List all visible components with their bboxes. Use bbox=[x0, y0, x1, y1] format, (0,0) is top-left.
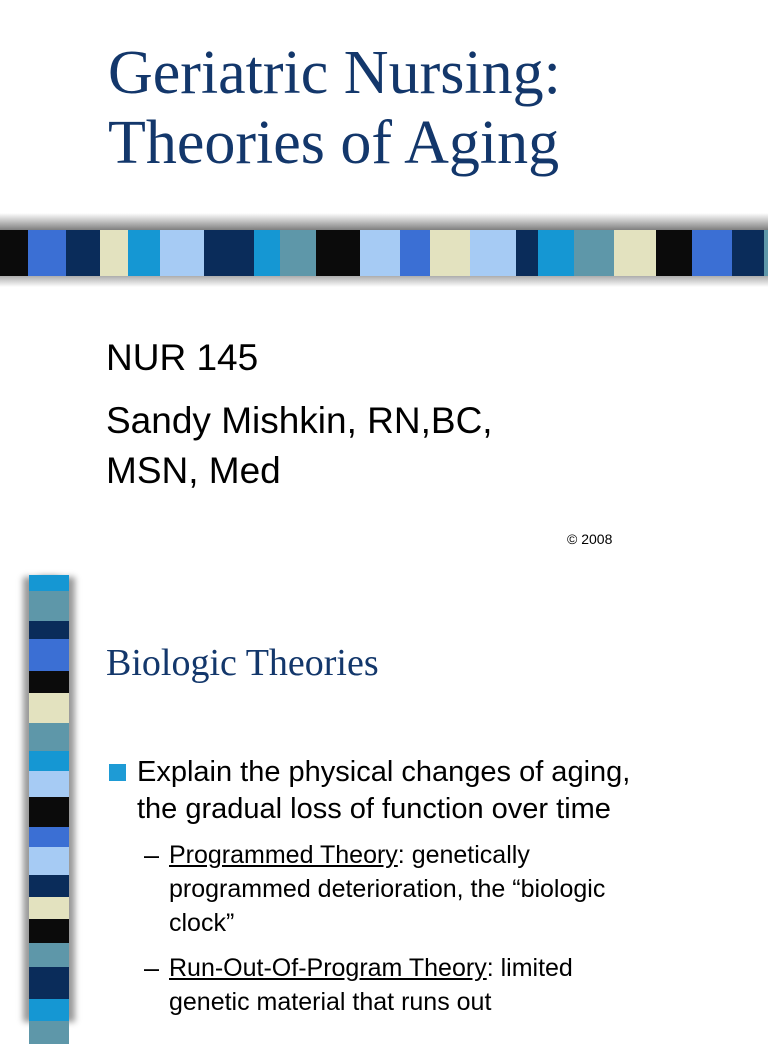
strip-square bbox=[29, 797, 69, 827]
strip-square bbox=[29, 639, 69, 671]
strip-square bbox=[29, 575, 69, 591]
strip-square bbox=[516, 230, 538, 276]
author-line-1: Sandy Mishkin, RN,BC, bbox=[106, 400, 493, 441]
strip-square bbox=[0, 230, 28, 276]
strip-square bbox=[538, 230, 574, 276]
strip-square bbox=[400, 230, 430, 276]
author-line-2: MSN, Med bbox=[106, 450, 281, 491]
strip-square bbox=[160, 230, 204, 276]
strip-square bbox=[574, 230, 614, 276]
strip-square bbox=[29, 621, 69, 639]
strip-square bbox=[254, 230, 280, 276]
strip-square bbox=[29, 723, 69, 751]
sub-bullet-run-out-theory bbox=[144, 951, 744, 1019]
strip-square bbox=[29, 827, 69, 847]
content-slide bbox=[0, 575, 768, 1024]
bullet-line-1: Explain the physical changes of aging, bbox=[137, 756, 631, 788]
strip-square bbox=[204, 230, 254, 276]
square-bullet-icon bbox=[109, 764, 126, 781]
title-line-1: Geriatric Nursing: bbox=[108, 39, 561, 107]
strip-square bbox=[128, 230, 160, 276]
theory-term: Programmed Theory bbox=[169, 841, 398, 869]
strip-square bbox=[692, 230, 732, 276]
theory-desc-1: : limited bbox=[486, 954, 573, 982]
strip-square bbox=[430, 230, 470, 276]
strip-square bbox=[29, 751, 69, 771]
strip-square bbox=[360, 230, 400, 276]
strip-square bbox=[316, 230, 360, 276]
strip-square bbox=[732, 230, 764, 276]
theory-desc-3: clock” bbox=[169, 909, 235, 937]
sub-bullet-programmed-theory bbox=[144, 838, 744, 940]
bullet-line-2: the gradual loss of function over time bbox=[137, 793, 611, 825]
copyright-notice: © 2008 bbox=[567, 531, 613, 547]
strip-square bbox=[470, 230, 516, 276]
strip-square bbox=[28, 230, 66, 276]
strip-square bbox=[100, 230, 128, 276]
title-line-2: Theories of Aging bbox=[108, 109, 560, 177]
sub-bullet-text bbox=[169, 951, 744, 1019]
decorative-square-strip bbox=[0, 230, 768, 276]
bullet-text bbox=[137, 754, 746, 828]
strip-square bbox=[29, 591, 69, 621]
strip-square bbox=[29, 693, 69, 723]
strip-square bbox=[66, 230, 100, 276]
strip-square bbox=[280, 230, 316, 276]
strip-square bbox=[29, 919, 69, 943]
theory-desc-2: genetic material that runs out bbox=[169, 988, 492, 1016]
theory-desc-1: : genetically bbox=[397, 841, 530, 869]
slide-heading: Biologic Theories bbox=[106, 642, 379, 684]
strip-square bbox=[764, 230, 768, 276]
strip-square bbox=[29, 847, 69, 875]
strip-square bbox=[614, 230, 656, 276]
strip-square bbox=[29, 967, 69, 999]
dash-icon: – bbox=[144, 953, 160, 983]
vertical-square-strip bbox=[29, 575, 69, 1024]
theory-term: Run-Out-Of-Program Theory bbox=[169, 954, 487, 982]
course-code: NUR 145 bbox=[106, 337, 259, 378]
strip-square bbox=[29, 875, 69, 897]
sub-bullet-text bbox=[169, 838, 744, 940]
bullet-item bbox=[106, 754, 746, 828]
strip-square bbox=[29, 1021, 69, 1044]
strip-square bbox=[29, 999, 69, 1021]
slide-title bbox=[108, 38, 561, 178]
theory-desc-2: programmed deterioration, the “biologic bbox=[169, 875, 606, 903]
dash-icon: – bbox=[144, 840, 160, 870]
strip-square bbox=[29, 943, 69, 967]
strip-square bbox=[29, 671, 69, 693]
strip-square bbox=[29, 771, 69, 797]
strip-square bbox=[656, 230, 692, 276]
strip-square bbox=[29, 897, 69, 919]
